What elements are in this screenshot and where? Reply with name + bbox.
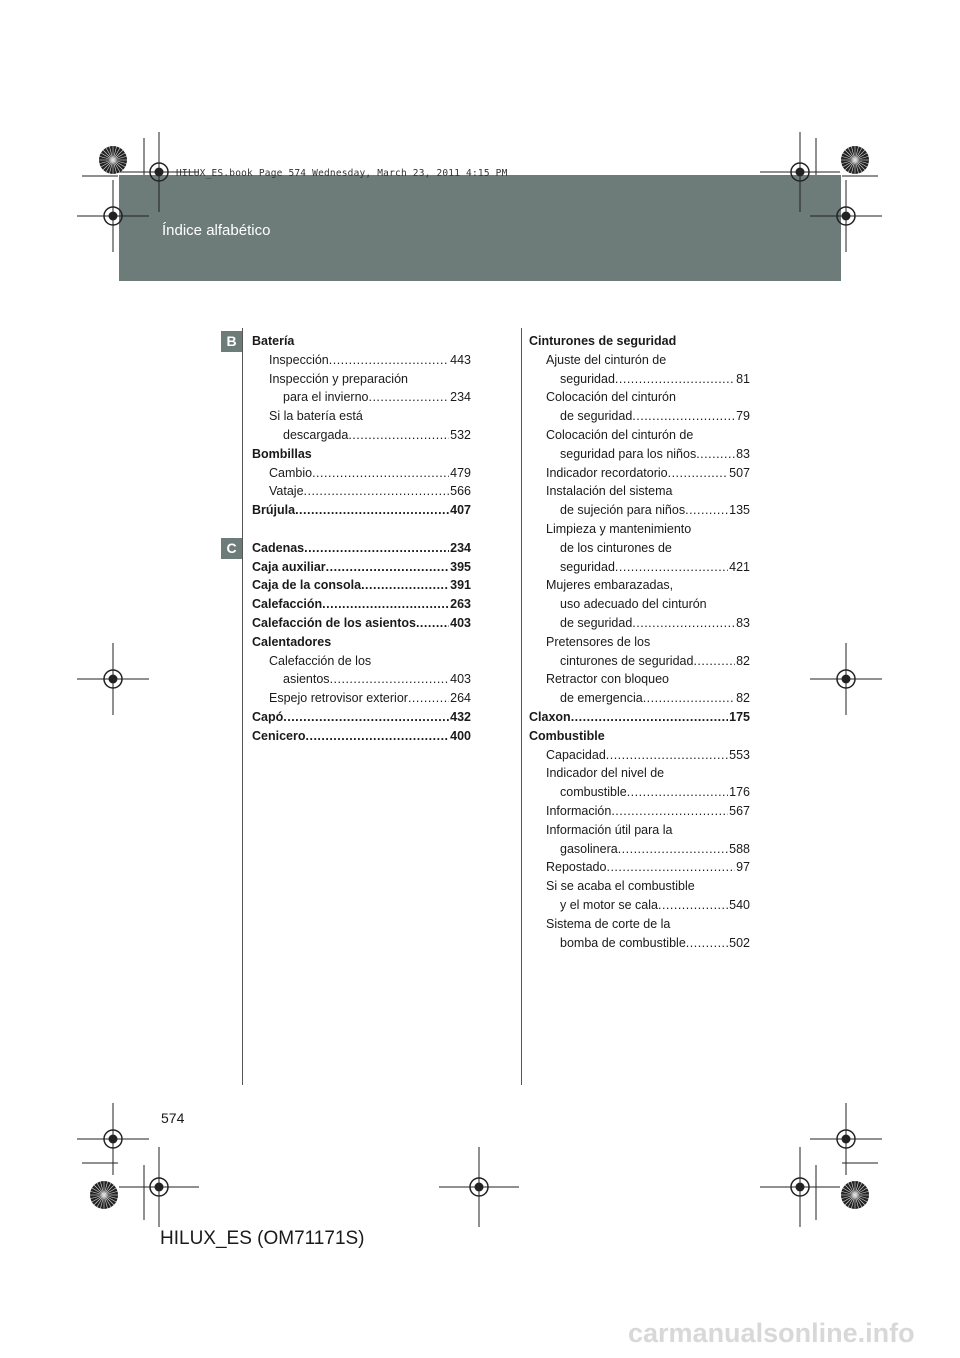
- index-entry-page[interactable]: 532: [450, 427, 471, 442]
- index-entry-text: Vataje: [269, 484, 304, 499]
- index-entry-page[interactable]: 175: [729, 709, 750, 724]
- index-entry-page[interactable]: 479: [450, 465, 471, 480]
- index-entry-text: Espejo retrovisor exterior: [269, 691, 408, 706]
- index-entry-page[interactable]: 97: [736, 860, 750, 875]
- index-entry: Limpieza y mantenimiento: [546, 521, 692, 536]
- index-entry-page[interactable]: 502: [729, 935, 750, 950]
- index-entry: Retractor con bloqueo: [546, 672, 669, 687]
- index-entry: Calefacción de los: [269, 653, 372, 668]
- index-entry: Indicador del nivel de: [546, 766, 665, 781]
- index-entry: Colocación del cinturón de: [546, 427, 694, 442]
- index-entry-page[interactable]: 407: [450, 503, 471, 518]
- index-entry-text: Información: [546, 803, 612, 818]
- index-entry-text: Cambio: [269, 465, 313, 480]
- index-entry-text: seguridad para los niños: [560, 446, 697, 461]
- index-entry-page[interactable]: 79: [736, 409, 750, 424]
- index-entry: Bombillas: [252, 446, 312, 461]
- registration-dot: [155, 168, 164, 177]
- book-info-stamp: HILUX_ES.book Page 574 Wednesday, March 23, 2011 4:15 PM: [176, 168, 508, 179]
- index-entry-text: para el invierno: [283, 390, 369, 405]
- index-entry-text: de seguridad: [560, 615, 633, 630]
- index-entry-page[interactable]: 443: [450, 352, 471, 367]
- index-entry-page[interactable]: 553: [729, 747, 750, 762]
- section-letter-c: C: [221, 538, 242, 559]
- index-entry-page[interactable]: 83: [736, 615, 750, 630]
- index-entry: Colocación del cinturón: [546, 390, 676, 405]
- index-entry-text: Capacidad: [546, 747, 606, 762]
- index-entry-page[interactable]: 421: [729, 559, 750, 574]
- index-entry-page[interactable]: 83: [736, 446, 750, 461]
- index-entry-text: de seguridad: [560, 409, 633, 424]
- index-entry-text: seguridad: [560, 371, 615, 386]
- registration-dot: [796, 168, 805, 177]
- index-entry-text: seguridad: [560, 559, 615, 574]
- index-entry-page[interactable]: 82: [736, 691, 750, 706]
- index-entry-page[interactable]: 588: [729, 841, 750, 856]
- index-entry: Ajuste del cinturón de: [546, 352, 667, 367]
- registration-dot: [842, 212, 851, 221]
- index-entry-page[interactable]: 400: [450, 728, 471, 743]
- index-entry-page[interactable]: 82: [736, 653, 750, 668]
- registration-dot: [842, 675, 851, 684]
- index-entry-text: de sujeción para niños: [560, 503, 686, 518]
- index-entry-page[interactable]: 234: [450, 390, 471, 405]
- index-entry: Combustible: [529, 728, 605, 743]
- index-entry-page[interactable]: 395: [450, 559, 471, 574]
- section-letter-b: B: [221, 331, 242, 352]
- index-entry-text: Cenicero: [252, 728, 306, 743]
- page-title: Índice alfabético: [162, 222, 271, 239]
- index-entry-text: Inspección: [269, 352, 329, 367]
- index-entry: Inspección y preparación: [269, 371, 408, 386]
- index-entry-text: Calefacción de los asientos: [252, 615, 416, 630]
- index-entry-text: Capó: [252, 709, 284, 724]
- index-entry-page[interactable]: 540: [729, 897, 750, 912]
- index-entry-page[interactable]: 263: [450, 597, 471, 612]
- index-entry-page[interactable]: 176: [729, 785, 750, 800]
- index-entry-page[interactable]: 507: [729, 465, 750, 480]
- index-entry-page[interactable]: 566: [450, 484, 471, 499]
- registration-dot: [475, 1183, 484, 1192]
- index-entry-text: combustible: [560, 785, 627, 800]
- index-entry: Batería: [252, 334, 295, 348]
- index-entry-text: Cadenas: [252, 540, 305, 555]
- registration-dot: [109, 675, 118, 684]
- index-entry: Si se acaba el combustible: [546, 879, 695, 894]
- index-entry-page[interactable]: 403: [450, 615, 471, 630]
- index-entry-text: Claxon: [529, 709, 571, 724]
- index-entry-text: cinturones de seguridad: [560, 653, 694, 668]
- index-entry: de los cinturones de: [560, 540, 672, 555]
- registration-dot: [109, 1135, 118, 1144]
- index-entry-text: Calefacción: [252, 597, 323, 612]
- index-entry-text: Repostado: [546, 860, 607, 875]
- index-entry-page[interactable]: 234: [450, 540, 471, 555]
- index-entry-page[interactable]: 81: [736, 371, 750, 386]
- index-entry: Información útil para la: [546, 822, 673, 837]
- index-entry-page[interactable]: 135: [729, 503, 750, 518]
- registration-dot: [796, 1183, 805, 1192]
- index-entry-page[interactable]: 403: [450, 672, 471, 687]
- index-entry-text: de emergencia: [560, 691, 643, 706]
- index-entry-text: Caja de la consola: [252, 578, 362, 593]
- index-entry-text: asientos: [283, 672, 330, 687]
- index-entry-text: gasolinera: [560, 841, 618, 856]
- index-entry-page[interactable]: 567: [729, 803, 750, 818]
- page-number: 574: [161, 1110, 185, 1126]
- index-entry-text: bomba de combustible: [560, 935, 686, 950]
- index-entry-text: Brújula: [252, 503, 296, 518]
- model-code: HILUX_ES (OM71171S): [160, 1228, 365, 1249]
- index-entry: uso adecuado del cinturón: [560, 597, 707, 612]
- registration-dot: [109, 212, 118, 221]
- index-entry-text: Caja auxiliar: [252, 559, 326, 574]
- index-entry-text: y el motor se cala: [560, 897, 658, 912]
- registration-dot: [155, 1183, 164, 1192]
- index-entry: Mujeres embarazadas,: [546, 578, 674, 593]
- index-entry-page[interactable]: 432: [450, 709, 471, 724]
- index-entry: Calentadores: [252, 634, 332, 649]
- index-entry: Pretensores de los: [546, 634, 651, 649]
- index-entry-page[interactable]: 391: [450, 578, 471, 593]
- index-entry: Cinturones de seguridad: [529, 334, 677, 348]
- index-entry: Instalación del sistema: [546, 484, 673, 499]
- registration-dot: [842, 1135, 851, 1144]
- index-entry: Si la batería está: [269, 409, 363, 424]
- index-entry-text: descargada: [283, 427, 349, 442]
- site-watermark: carmanualsonline.info: [628, 1318, 915, 1348]
- index-entry: Sistema de corte de la: [546, 916, 671, 931]
- index-entry-page[interactable]: 264: [450, 691, 471, 706]
- index-entry-text: Indicador recordatorio: [546, 465, 668, 480]
